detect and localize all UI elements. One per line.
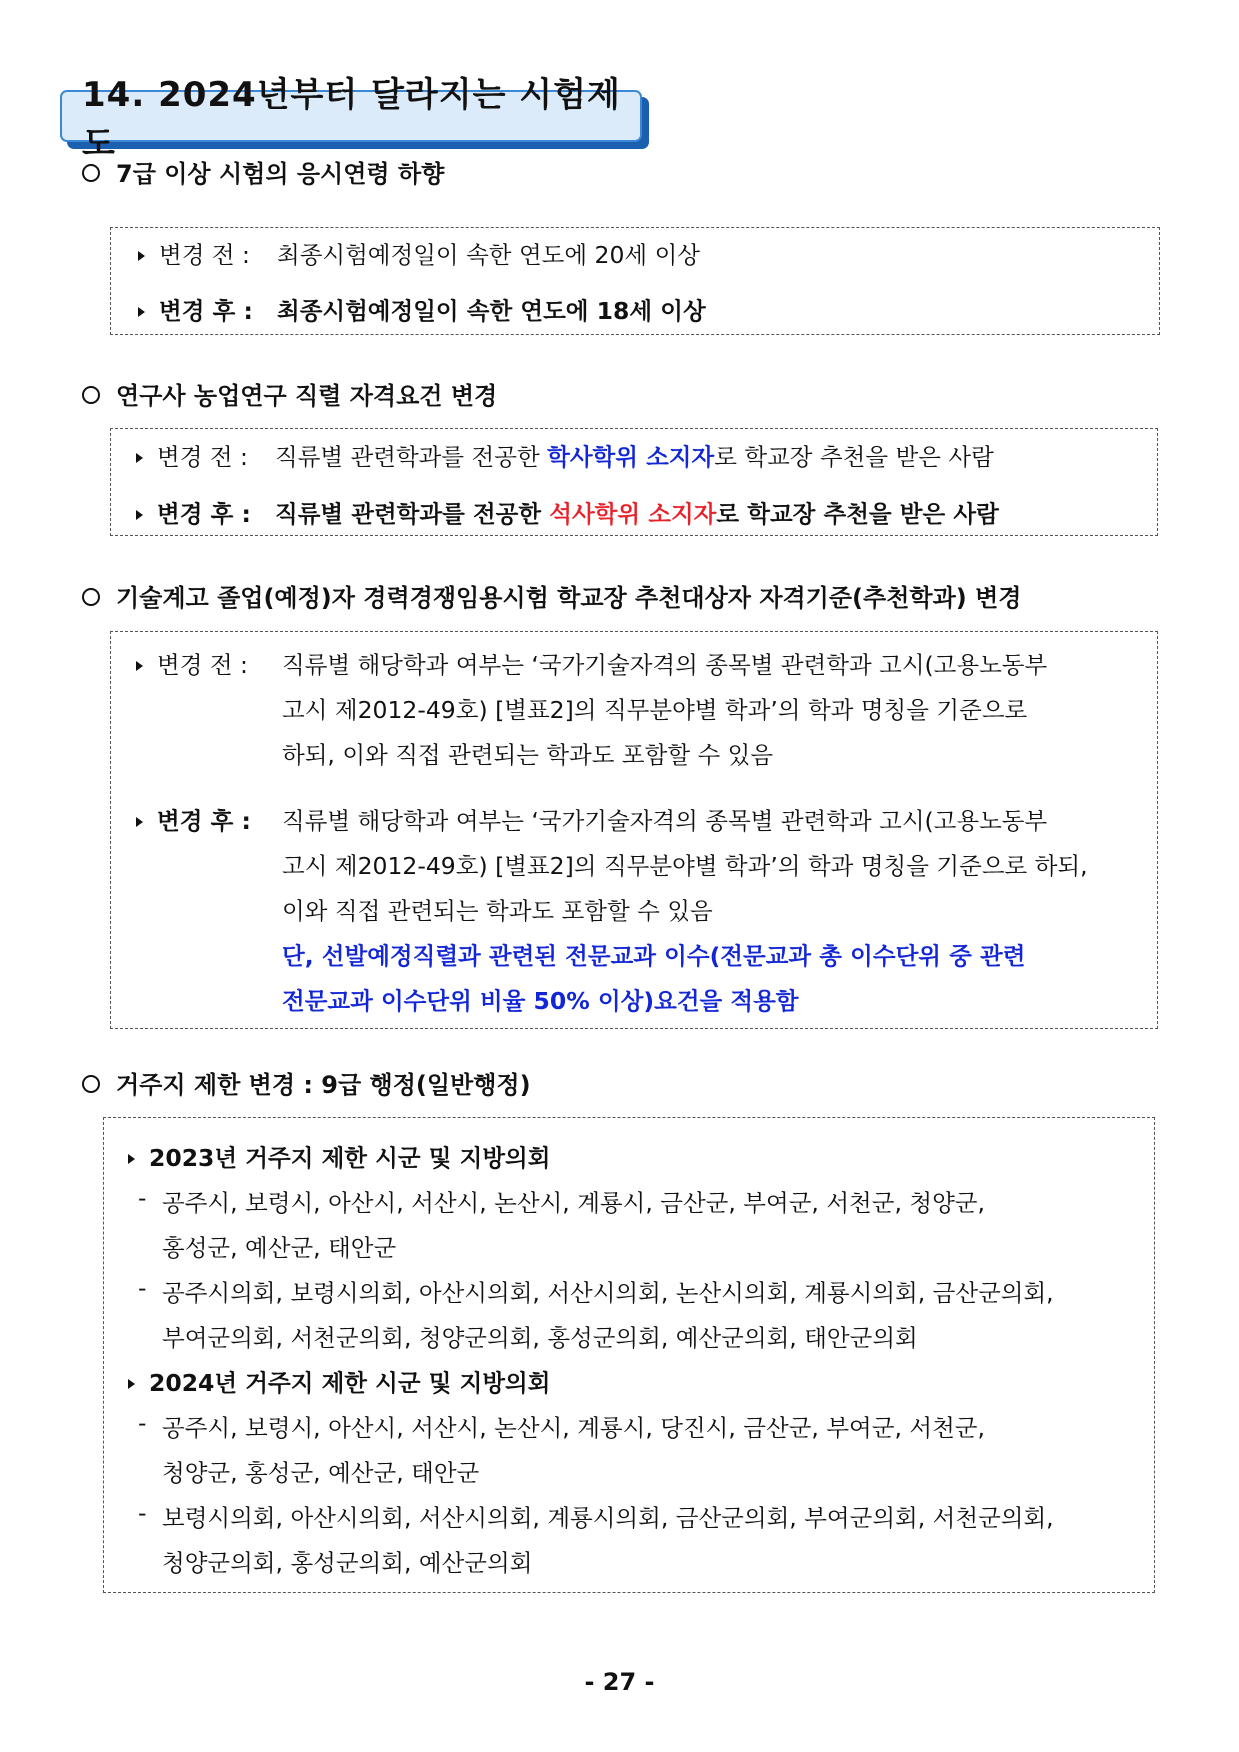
circle-bullet-icon [82, 1075, 100, 1093]
section-3-before-label: 변경 전 : [136, 646, 275, 680]
triangle-bullet-icon [136, 661, 143, 671]
group-2023-councils-line-2: 부여군의회, 서천군의회, 청양군의회, 홍성군의회, 예산군의회, 태안군의회 [162, 1324, 918, 1352]
group-2024-title: 2024년 거주지 제한 시군 및 지방의회 [128, 1364, 550, 1398]
group-2024-cities-line-1: 공주시, 보령시, 아산시, 서산시, 논산시, 계룡시, 당진시, 금산군, 부여군, 서천군, [162, 1414, 985, 1442]
section-3-before-line-3: 하되, 이와 직접 관련되는 학과도 포함할 수 있음 [282, 741, 774, 769]
section-3-after-line-1: 직류별 해당학과 여부는 ‘국가기술자격의 종목별 관련학과 고시(고용노동부 [282, 807, 1048, 835]
group-2023-cities-line-1: 공주시, 보령시, 아산시, 서산시, 논산시, 계룡시, 금산군, 부여군, 서천군, 청양군, [162, 1189, 985, 1217]
section-2-after: 변경 후 : 직류별 관련학과를 전공한 석사학위 소지자로 학교장 추천을 받은 사람 [136, 495, 999, 529]
group-2023-title: 2023년 거주지 제한 시군 및 지방의회 [128, 1139, 550, 1173]
section-2-before: 변경 전 : 직류별 관련학과를 전공한 학사학위 소지자로 학교장 추천을 받은 사람 [136, 438, 1146, 472]
section-3-after-line-2: 고시 제2012-49호) [별표2]의 직무분야별 학과’의 학과 명칭을 기준으로 하되, [282, 852, 1088, 880]
triangle-bullet-icon [128, 1154, 135, 1164]
section-3-note-line-1: 단, 선발예정직렬과 관련된 전문교과 이수(전문교과 총 이수단위 중 관련 [282, 942, 1026, 970]
section-1-before: 변경 전 : 최종시험예정일이 속한 연도에 20세 이상 [138, 236, 700, 270]
circle-bullet-icon [82, 164, 100, 182]
triangle-bullet-icon [138, 307, 145, 317]
group-2023-cities-line-2: 홍성군, 예산군, 태안군 [162, 1234, 397, 1262]
dash-icon: - [138, 1409, 147, 1437]
dash-icon: - [138, 1274, 147, 1302]
section-3-after-label: 변경 후 : [136, 802, 275, 836]
section-3-before-line-2: 고시 제2012-49호) [별표2]의 직무분야별 학과’의 학과 명칭을 기준으로 [282, 696, 1028, 724]
triangle-bullet-icon [136, 510, 143, 520]
dash-icon: - [138, 1499, 147, 1527]
section-3-before-line-1: 직류별 해당학과 여부는 ‘국가기술자격의 종목별 관련학과 고시(고용노동부 [282, 651, 1048, 679]
group-2024-councils-line-2: 청양군의회, 홍성군의회, 예산군의회 [162, 1549, 533, 1577]
circle-bullet-icon [82, 588, 100, 606]
page-title: 14. 2024년부터 달라지는 시험제도 [60, 90, 642, 142]
circle-bullet-icon [82, 386, 100, 404]
section-3-heading: 기술계고 졸업(예정)자 경력경쟁임용시험 학교장 추천대상자 자격기준(추천학과) 변경 [82, 578, 1021, 613]
group-2024-councils-line-1: 보령시의회, 아산시의회, 서산시의회, 계룡시의회, 금산군의회, 부여군의회, 서천군의회, [162, 1504, 1054, 1532]
dash-icon: - [138, 1184, 147, 1212]
group-2024-cities-line-2: 청양군, 홍성군, 예산군, 태안군 [162, 1459, 480, 1487]
section-4-heading: 거주지 제한 변경 : 9급 행정(일반행정) [82, 1065, 531, 1100]
section-3-note-line-2: 전문교과 이수단위 비율 50% 이상)요건을 적용함 [282, 987, 799, 1015]
section-3-after-line-3: 이와 직접 관련되는 학과도 포함할 수 있음 [282, 897, 713, 925]
section-1-after: 변경 후 : 최종시험예정일이 속한 연도에 18세 이상 [138, 292, 706, 326]
page-number: - 27 - [584, 1668, 655, 1696]
triangle-bullet-icon [136, 453, 143, 463]
triangle-bullet-icon [136, 817, 143, 827]
group-2023-councils-line-1: 공주시의회, 보령시의회, 아산시의회, 서산시의회, 논산시의회, 계룡시의회, 금산군의회, [162, 1279, 1054, 1307]
section-1-heading: 7급 이상 시험의 응시연령 하향 [82, 154, 444, 189]
triangle-bullet-icon [138, 251, 145, 261]
triangle-bullet-icon [128, 1379, 135, 1389]
section-2-heading: 연구사 농업연구 직렬 자격요건 변경 [82, 376, 497, 411]
